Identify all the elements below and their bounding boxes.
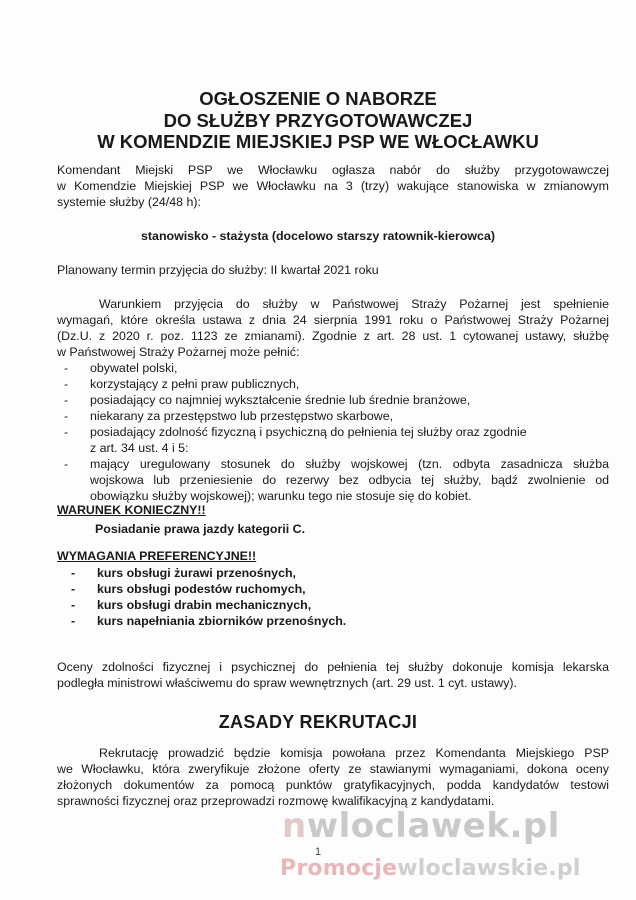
list-item xyxy=(71,613,571,629)
list-item xyxy=(64,392,609,408)
necessary-heading: WARUNEK KONIECZNY!! xyxy=(57,503,206,517)
text-line: w Komendzie Miejskiej PSP we Włocławku na 3 (trzy) wakujące stanowiska w zmianowym xyxy=(57,179,609,193)
intro-paragraph xyxy=(57,162,609,210)
text-line: z art. 34 ust. 4 i 5: xyxy=(90,441,189,455)
list-item xyxy=(64,424,609,456)
text-line: posiadający co najmniej wykształcenie średnie lub średnie branżowe, xyxy=(90,393,471,407)
text-line: Oceny zdolności fizycznej i psychicznej do pełnienia tej służby dokonuje komisja lekarska xyxy=(57,660,609,674)
page-number: 1 xyxy=(315,846,322,858)
conditions-paragraph xyxy=(57,296,609,360)
text-line: Rekrutację prowadzić będzie komisja powołana przez Komendanta Miejskiego PSP xyxy=(99,746,609,760)
dash-bullet: - xyxy=(64,377,69,391)
text-line: we Włocławku, która zweryfikuje złożone oferty ze stawianymi wymaganiami, dokona oceny xyxy=(57,762,609,776)
text-line: mający uregulowany stosunek do służby wojskowej (tzn. odbyta zasadnicza służba xyxy=(90,457,609,471)
dash-bullet: - xyxy=(64,393,69,407)
text-line: wymagań, które określa ustawa z dnia 24 sierpnia 1991 roku o Państwowej Straży Pożarnej xyxy=(57,313,609,327)
watermark-logo xyxy=(282,806,560,846)
dash-bullet: - xyxy=(71,566,76,580)
list-item-text: kurs obsługi żurawi przenośnych, xyxy=(97,566,296,580)
dash-bullet: - xyxy=(71,598,76,612)
text-line: posiadający zdolność fizyczną i psychiczną do pełnienia tej służby oraz zgodnie xyxy=(90,425,527,439)
title-line: W KOMENDZIE MIEJSKIEJ PSP WE WŁOCŁAWKU xyxy=(97,131,539,152)
list-item xyxy=(71,565,571,581)
text-line: złożonych dokumentów za pomocą punktów gratyfikacyjnych, podda kandydatów testowi xyxy=(57,778,609,792)
dash-bullet: - xyxy=(64,409,69,423)
rules-paragraph xyxy=(57,745,609,809)
text-line: Komendant Miejski PSP we Włocławku ogłasza nabór do służby przygotowawczej xyxy=(57,163,609,177)
preferred-heading: WYMAGANIA PREFERENCYJNE!! xyxy=(57,549,257,563)
dash-bullet: - xyxy=(64,425,69,439)
list-item xyxy=(71,597,571,613)
announcement-title xyxy=(40,88,596,153)
list-item xyxy=(71,581,571,597)
text-line: systemie służby (24/48 h): xyxy=(57,195,201,209)
watermark-text: wloclawskie.pl xyxy=(397,856,581,881)
list-item xyxy=(64,408,609,424)
title-line: OGŁOSZENIE O NABORZE xyxy=(199,88,437,109)
watermark-logo-secondary xyxy=(280,856,581,881)
requirements-list xyxy=(64,360,609,504)
title-line: DO SŁUŻBY PRZYGOTOWAWCZEJ xyxy=(163,109,473,131)
text-line: w Państwowej Straży Pożarnej może pełnić: xyxy=(57,345,300,359)
preferred-list xyxy=(71,565,571,629)
text-line: wojskowa lub przeniesienie do rezerwy bez odbycia tej służby, bądź zwolnienie od xyxy=(90,473,609,487)
text-line: obywatel polski, xyxy=(90,361,178,375)
list-item-text: kurs obsługi drabin mechanicznych, xyxy=(97,598,312,612)
position-title: stanowisko - stażysta (docelowo starszy ratownik-kierowca) xyxy=(141,229,495,243)
text-line: (Dz.U. z 2020 r. poz. 1123 ze zmianami). Zgodnie z art. 28 ust. 1 cytowanej ustawy, służbę xyxy=(57,329,609,343)
list-item xyxy=(64,456,609,504)
planned-date: Planowany termin przyjęcia do służby: II kwartał 2021 roku xyxy=(57,263,379,277)
watermark-text: Promocje xyxy=(280,856,398,881)
list-item xyxy=(64,360,609,376)
list-item-text: kurs obsługi podestów ruchomych, xyxy=(97,582,306,596)
list-item-text: kurs napełniania zbiorników przenośnych. xyxy=(97,614,347,628)
dash-bullet: - xyxy=(71,582,76,596)
text-line: Warunkiem przyjęcia do służby w Państwowej Straży Pożarnej jest spełnienie xyxy=(99,297,609,311)
rules-heading: ZASADY REKRUTACJI xyxy=(218,712,418,732)
necessary-text: Posiadanie prawa jazdy kategorii C. xyxy=(95,522,306,536)
text-line: podległa ministrowi właściwemu do spraw wewnętrznych (art. 29 ust. 1 cyt. ustawy). xyxy=(57,676,518,690)
watermark-text: wloclawek.pl xyxy=(306,806,560,846)
dash-bullet: - xyxy=(64,457,69,471)
assessment-paragraph xyxy=(57,659,609,691)
dash-bullet: - xyxy=(71,614,76,628)
dash-bullet: - xyxy=(64,361,69,375)
text-line: sprawności fizycznej oraz przeprowadzi rozmowę kwalifikacyjną z kandydatami. xyxy=(57,794,495,808)
text-line: korzystający z pełni praw publicznych, xyxy=(90,377,300,391)
watermark-text: n xyxy=(282,806,307,846)
text-line: obowiązku służby wojskowej); warunku tego nie stosuje się do kobiet. xyxy=(90,489,472,503)
list-item xyxy=(64,376,609,392)
text-line: niekarany za przestępstwo lub przestępstwo skarbowe, xyxy=(90,409,394,423)
